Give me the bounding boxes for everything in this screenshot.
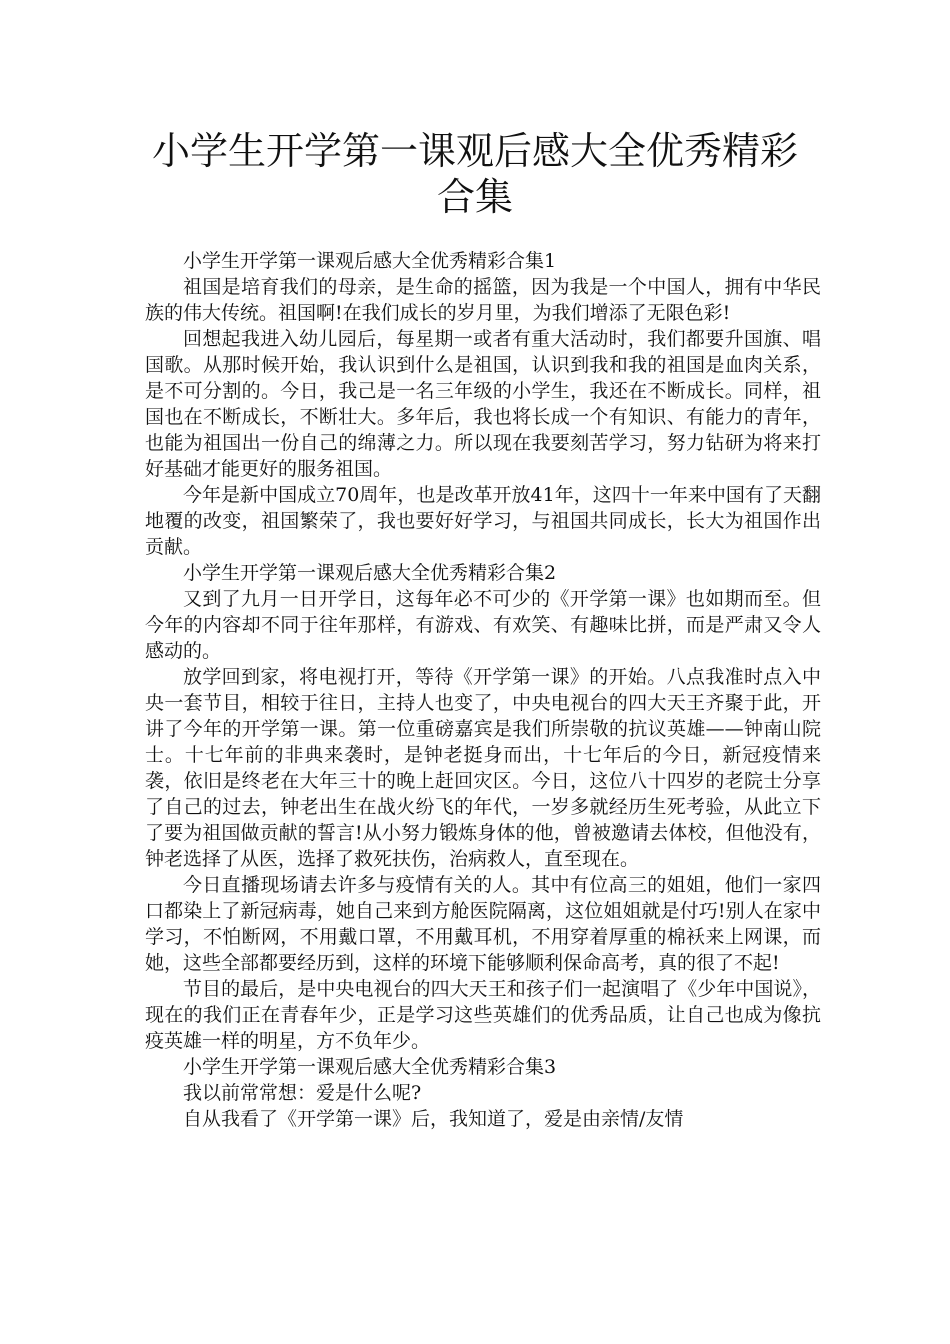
section-heading-2: 小学生开学第一课观后感大全优秀精彩合集2 [183, 562, 557, 584]
paragraph: 我以前常常想：爱是什么呢? [183, 1082, 422, 1104]
paragraph: 祖国是培育我们的母亲，是生命的摇篮，因为我是一个中国人，拥有中华民族的伟大传统。祖国啊!在我们成长的岁月里，为我们增添了无限色彩! [145, 276, 821, 324]
section-heading-3: 小学生开学第一课观后感大全优秀精彩合集3 [183, 1056, 557, 1078]
paragraph: 又到了九月一日开学日，这每年必不可少的《开学第一课》也如期而至。但今年的内容却不同于往年那样，有游戏、有欢笑、有趣味比拼，而是严肃又令人感动的。 [145, 588, 821, 662]
paragraph: 放学回到家，将电视打开，等待《开学第一课》的开始。八点我准时点入中央一套节目，相较于往日，主持人也变了，中央电视台的四大天王齐聚于此，开讲了今年的开学第一课。第一位重磅嘉宾是我们所崇敬的抗议英雄——钟南山院士。十七年前的非典来袭时，是钟老挺身而出，十七年后的今日，新冠疫情来袭，依旧是终老在大年三十的晚上赶回灾区。今日，这位八十四岁的老院士分享了自己的过去，钟老出生在战火纷飞的年代，一岁多就经历生死考验，从此立下了要为祖国做贡献的誓言!从小努力锻炼身体的他，曾被邀请去体校，但他没有，钟老选择了从医，选择了救死扶伤，治病救人，直至现在。 [145, 666, 821, 870]
paragraph: 今日直播现场请去许多与疫情有关的人。其中有位高三的姐姐，他们一家四口都染上了新冠病毒，她自己来到方舱医院隔离，这位姐姐就是付巧!别人在家中学习，不怕断网，不用戴口罩，不用戴耳机，不用穿着厚重的棉袄来上网课，而她，这些全部都要经历到，这样的环境下能够顺利保命高考，真的很了不起! [145, 874, 821, 974]
paragraph: 自从我看了《开学第一课》后，我知道了，爱是由亲情/友情 [183, 1108, 684, 1130]
paragraph: 节目的最后，是中央电视台的四大天王和孩子们一起演唱了《少年中国说》，现在的我们正在青春年少，正是学习这些英雄们的优秀品质，让自己也成为像抗疫英雄一样的明星，方不负年少。 [145, 978, 821, 1052]
document-body [145, 248, 821, 1132]
section-heading-1: 小学生开学第一课观后感大全优秀精彩合集1 [183, 250, 557, 272]
document-title: 小学生开学第一课观后感大全优秀精彩合集 [151, 129, 798, 219]
paragraph: 回想起我进入幼儿园后，每星期一或者有重大活动时，我们都要升国旗、唱国歌。从那时候开始，我认识到什么是祖国，认识到我和我的祖国是血肉关系，是不可分割的。今日，我己是一名三年级的小学生，我还在不断成长。同样，祖国也在不断成长，不断壮大。多年后，我也将长成一个有知识、有能力的青年，也能为祖国出一份自己的绵薄之力。所以现在我要刻苦学习，努力钻研为将来打好基础才能更好的服务祖国。 [145, 328, 821, 480]
paragraph: 今年是新中国成立70周年，也是改革开放41年，这四十一年来中国有了天翻地覆的改变，祖国繁荣了，我也要好好学习，与祖国共同成长，长大为祖国作出贡献。 [145, 484, 821, 558]
